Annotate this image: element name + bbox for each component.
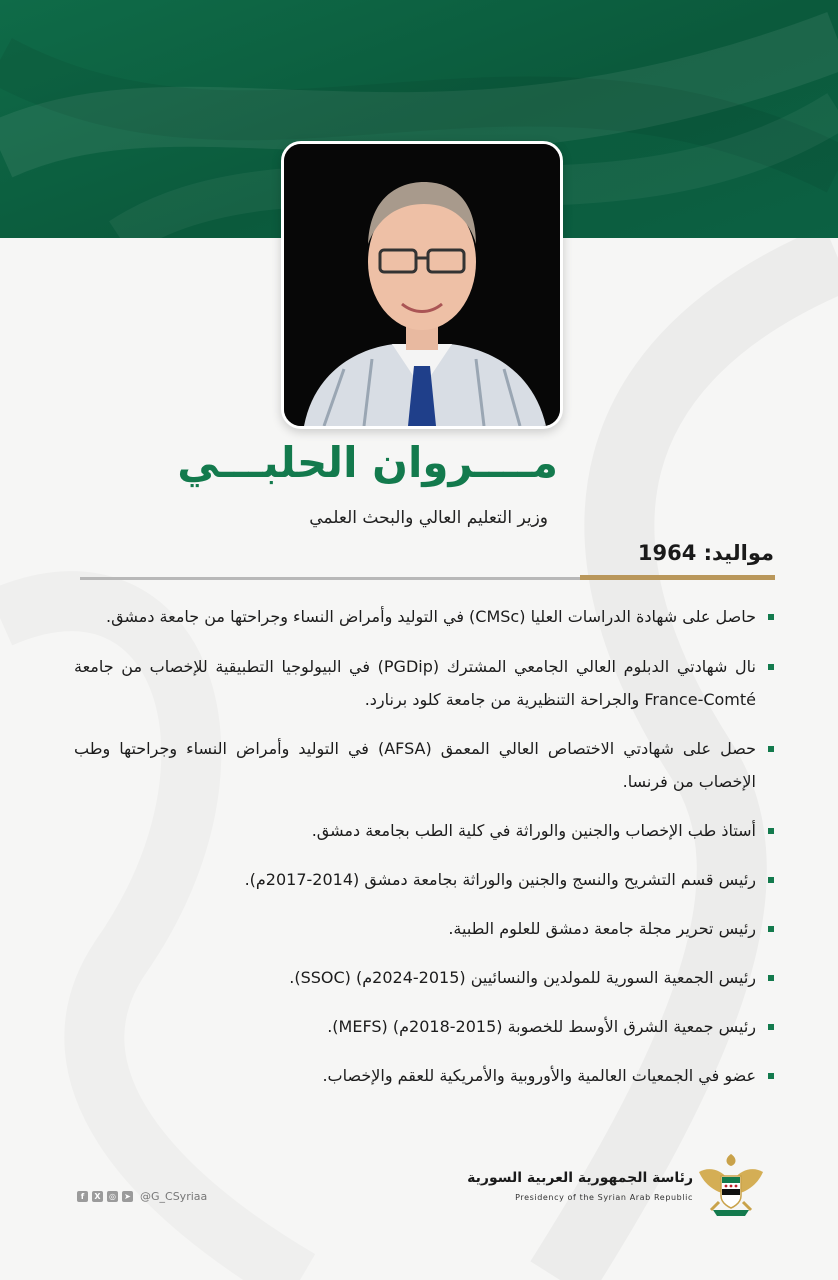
portrait-illustration bbox=[284, 144, 560, 426]
bio-item: عضو في الجمعيات العالمية والأوروبية والأمريكية للعقم والإخصاب. bbox=[74, 1059, 774, 1092]
org-name-english: Presidency of the Syrian Arab Republic bbox=[515, 1193, 693, 1202]
portrait-photo bbox=[281, 141, 563, 429]
gold-divider bbox=[580, 575, 775, 580]
person-name: مــــروان الحلبـــي bbox=[177, 438, 558, 487]
bio-item: أستاذ طب الإخصاب والجنين والوراثة في كلية الطب بجامعة دمشق. bbox=[74, 814, 774, 847]
bio-item: رئيس قسم التشريح والنسج والجنين والوراثة بجامعة دمشق (2014-2017م). bbox=[74, 863, 774, 896]
eagle-emblem-icon bbox=[695, 1150, 767, 1220]
birth-year: مواليد: 1964 bbox=[637, 541, 774, 565]
social-links bbox=[77, 1189, 207, 1203]
bio-item: رئيس الجمعية السورية للمولدين والنسائيين (2015-2024م) (SSOC). bbox=[74, 961, 774, 994]
bio-item: رئيس تحرير مجلة جامعة دمشق للعلوم الطبية. bbox=[74, 912, 774, 945]
social-handle[interactable]: @G_CSyriaa bbox=[140, 1189, 208, 1203]
bio-list bbox=[74, 600, 774, 1092]
bio-item: حاصل على شهادة الدراسات العليا (CMSc) في التوليد وأمراض النساء وجراحتها من جامعة دمشق. bbox=[74, 600, 774, 633]
x-icon[interactable]: X bbox=[92, 1191, 103, 1202]
org-name-arabic: رئاسة الجمهورية العربية السورية bbox=[467, 1170, 693, 1186]
telegram-icon[interactable]: ➤ bbox=[122, 1191, 133, 1202]
bio-item: رئيس جمعية الشرق الأوسط للخصوبة (2015-2018م) (MEFS). bbox=[74, 1010, 774, 1043]
instagram-icon[interactable]: ◎ bbox=[107, 1191, 118, 1202]
gray-divider bbox=[80, 577, 580, 580]
bio-item: نال شهادتي الدبلوم العالي الجامعي المشترك (PGDip) في البيولوجيا التطبيقية للإخصاب من جامعة France-Comté والجراحة التنظيرية من جامعة كلود برنارد. bbox=[74, 650, 774, 716]
bio-item: حصل على شهادتي الاختصاص العالي المعمق (AFSA) في التوليد وأمراض النساء وجراحتها وطب الإخصاب من فرنسا. bbox=[74, 732, 774, 798]
facebook-icon[interactable]: f bbox=[77, 1191, 88, 1202]
person-title: وزير التعليم العالي والبحث العلمي bbox=[309, 508, 548, 528]
